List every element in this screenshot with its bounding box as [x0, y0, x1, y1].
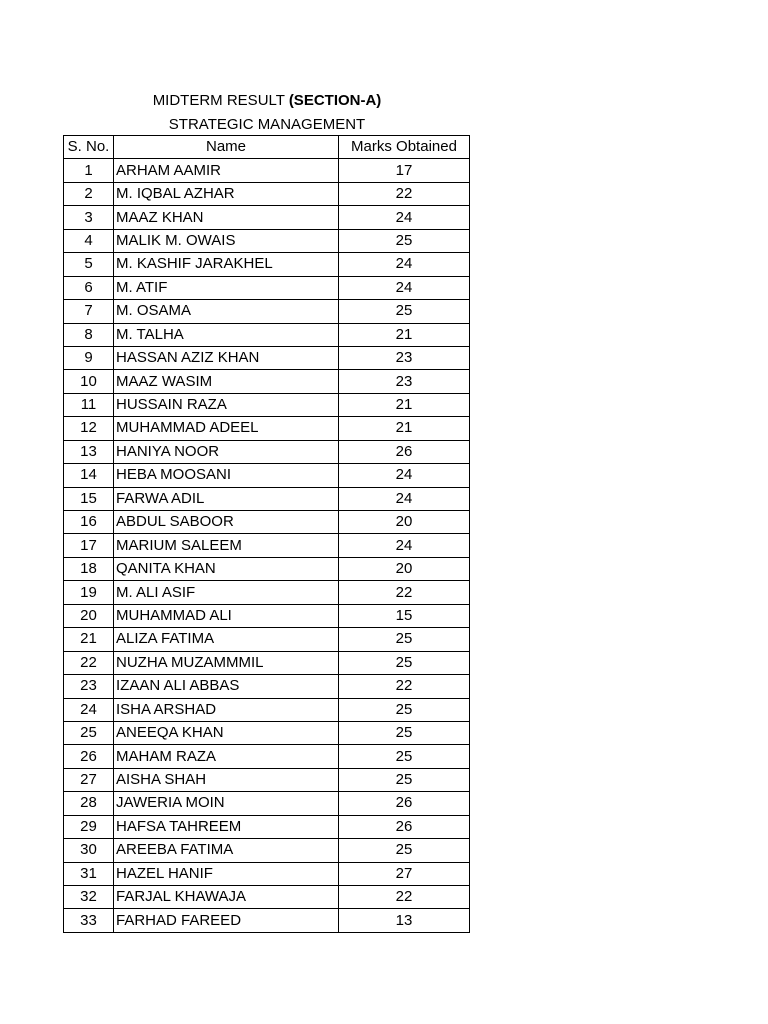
row-student-name: AISHA SHAH — [114, 768, 339, 791]
row-student-name: M. ALI ASIF — [114, 581, 339, 604]
row-serial-number: 12 — [64, 417, 114, 440]
row-student-name: NUZHA MUZAMMMIL — [114, 651, 339, 674]
row-marks: 24 — [339, 464, 470, 487]
row-serial-number: 32 — [64, 886, 114, 909]
row-serial-number: 8 — [64, 323, 114, 346]
row-student-name: HANIYA NOOR — [114, 440, 339, 463]
row-serial-number: 10 — [64, 370, 114, 393]
column-header-marks: Marks Obtained — [339, 136, 470, 159]
table-body — [64, 159, 470, 932]
row-marks: 25 — [339, 721, 470, 744]
row-serial-number: 29 — [64, 815, 114, 838]
row-serial-number: 27 — [64, 768, 114, 791]
table-row — [64, 745, 470, 768]
row-student-name: MARIUM SALEEM — [114, 534, 339, 557]
table-header — [64, 136, 470, 159]
row-marks: 24 — [339, 534, 470, 557]
table-row — [64, 323, 470, 346]
row-marks: 21 — [339, 417, 470, 440]
row-marks: 21 — [339, 393, 470, 416]
row-student-name: M. IQBAL AZHAR — [114, 182, 339, 205]
course-title: STRATEGIC MANAGEMENT — [168, 116, 366, 133]
row-student-name: M. TALHA — [114, 323, 339, 346]
table-row — [64, 346, 470, 369]
row-marks: 24 — [339, 206, 470, 229]
table-row — [64, 534, 470, 557]
row-marks: 25 — [339, 300, 470, 323]
table-row — [64, 909, 470, 932]
table-row — [64, 604, 470, 627]
row-marks: 25 — [339, 745, 470, 768]
table-row — [64, 839, 470, 862]
row-student-name: MUHAMMAD ADEEL — [114, 417, 339, 440]
row-serial-number: 6 — [64, 276, 114, 299]
section-label: (SECTION-A) — [288, 92, 382, 109]
table-row — [64, 721, 470, 744]
row-student-name: ABDUL SABOOR — [114, 511, 339, 534]
row-marks: 25 — [339, 698, 470, 721]
title-text: MIDTERM RESULT — [152, 92, 285, 109]
table-row — [64, 862, 470, 885]
row-marks: 26 — [339, 792, 470, 815]
row-student-name: M. KASHIF JARAKHEL — [114, 253, 339, 276]
row-student-name: ARHAM AAMIR — [114, 159, 339, 182]
row-marks: 24 — [339, 253, 470, 276]
column-header-name: Name — [114, 136, 339, 159]
table-row — [64, 698, 470, 721]
row-marks: 13 — [339, 909, 470, 932]
table-row — [64, 229, 470, 252]
row-serial-number: 1 — [64, 159, 114, 182]
table-row — [64, 487, 470, 510]
row-marks: 22 — [339, 675, 470, 698]
row-serial-number: 11 — [64, 393, 114, 416]
row-marks: 17 — [339, 159, 470, 182]
row-marks: 26 — [339, 440, 470, 463]
row-student-name: ALIZA FATIMA — [114, 628, 339, 651]
table-row — [64, 581, 470, 604]
row-student-name: MAAZ WASIM — [114, 370, 339, 393]
table-row — [64, 628, 470, 651]
table-row — [64, 417, 470, 440]
row-marks: 20 — [339, 511, 470, 534]
row-student-name: HAZEL HANIF — [114, 862, 339, 885]
row-marks: 25 — [339, 839, 470, 862]
row-marks: 23 — [339, 346, 470, 369]
header-row — [64, 136, 470, 159]
row-student-name: IZAAN ALI ABBAS — [114, 675, 339, 698]
row-serial-number: 33 — [64, 909, 114, 932]
row-marks: 25 — [339, 768, 470, 791]
row-serial-number: 17 — [64, 534, 114, 557]
row-serial-number: 4 — [64, 229, 114, 252]
table-row — [64, 792, 470, 815]
row-serial-number: 15 — [64, 487, 114, 510]
row-marks: 22 — [339, 886, 470, 909]
row-student-name: FARJAL KHAWAJA — [114, 886, 339, 909]
row-student-name: HASSAN AZIZ KHAN — [114, 346, 339, 369]
row-marks: 25 — [339, 229, 470, 252]
row-student-name: M. OSAMA — [114, 300, 339, 323]
table-row — [64, 370, 470, 393]
row-student-name: ANEEQA KHAN — [114, 721, 339, 744]
row-student-name: HUSSAIN RAZA — [114, 393, 339, 416]
table-row — [64, 440, 470, 463]
table-row — [64, 159, 470, 182]
row-student-name: FARHAD FAREED — [114, 909, 339, 932]
row-serial-number: 25 — [64, 721, 114, 744]
table-row — [64, 768, 470, 791]
table-row — [64, 276, 470, 299]
row-student-name: JAWERIA MOIN — [114, 792, 339, 815]
row-serial-number: 5 — [64, 253, 114, 276]
table-row — [64, 393, 470, 416]
row-student-name: HAFSA TAHREEM — [114, 815, 339, 838]
row-student-name: MAHAM RAZA — [114, 745, 339, 768]
row-marks: 27 — [339, 862, 470, 885]
row-serial-number: 7 — [64, 300, 114, 323]
row-serial-number: 13 — [64, 440, 114, 463]
table-row — [64, 300, 470, 323]
table-row — [64, 815, 470, 838]
row-student-name: ISHA ARSHAD — [114, 698, 339, 721]
row-serial-number: 9 — [64, 346, 114, 369]
table-row — [64, 253, 470, 276]
row-serial-number: 19 — [64, 581, 114, 604]
row-marks: 22 — [339, 182, 470, 205]
table-row — [64, 886, 470, 909]
row-serial-number: 26 — [64, 745, 114, 768]
row-serial-number: 14 — [64, 464, 114, 487]
row-student-name: MALIK M. OWAIS — [114, 229, 339, 252]
row-marks: 22 — [339, 581, 470, 604]
row-serial-number: 22 — [64, 651, 114, 674]
row-serial-number: 21 — [64, 628, 114, 651]
row-student-name: M. ATIF — [114, 276, 339, 299]
row-student-name: MAAZ KHAN — [114, 206, 339, 229]
table-row — [64, 206, 470, 229]
table-row — [64, 511, 470, 534]
results-table — [63, 135, 470, 933]
row-marks: 21 — [339, 323, 470, 346]
row-student-name: AREEBA FATIMA — [114, 839, 339, 862]
row-student-name: MUHAMMAD ALI — [114, 604, 339, 627]
table-row — [64, 464, 470, 487]
row-student-name: HEBA MOOSANI — [114, 464, 339, 487]
row-marks: 23 — [339, 370, 470, 393]
row-serial-number: 28 — [64, 792, 114, 815]
column-header-sno: S. No. — [64, 136, 114, 159]
table-row — [64, 182, 470, 205]
table-row — [64, 651, 470, 674]
row-serial-number: 31 — [64, 862, 114, 885]
document-title — [64, 92, 470, 110]
row-marks: 25 — [339, 651, 470, 674]
row-serial-number: 30 — [64, 839, 114, 862]
row-serial-number: 18 — [64, 557, 114, 580]
row-serial-number: 3 — [64, 206, 114, 229]
row-serial-number: 20 — [64, 604, 114, 627]
row-student-name: FARWA ADIL — [114, 487, 339, 510]
row-student-name: QANITA KHAN — [114, 557, 339, 580]
row-marks: 20 — [339, 557, 470, 580]
row-serial-number: 2 — [64, 182, 114, 205]
row-marks: 25 — [339, 628, 470, 651]
row-serial-number: 24 — [64, 698, 114, 721]
row-marks: 15 — [339, 604, 470, 627]
row-marks: 26 — [339, 815, 470, 838]
table-row — [64, 557, 470, 580]
row-serial-number: 23 — [64, 675, 114, 698]
row-marks: 24 — [339, 276, 470, 299]
table-row — [64, 675, 470, 698]
row-serial-number: 16 — [64, 511, 114, 534]
row-marks: 24 — [339, 487, 470, 510]
